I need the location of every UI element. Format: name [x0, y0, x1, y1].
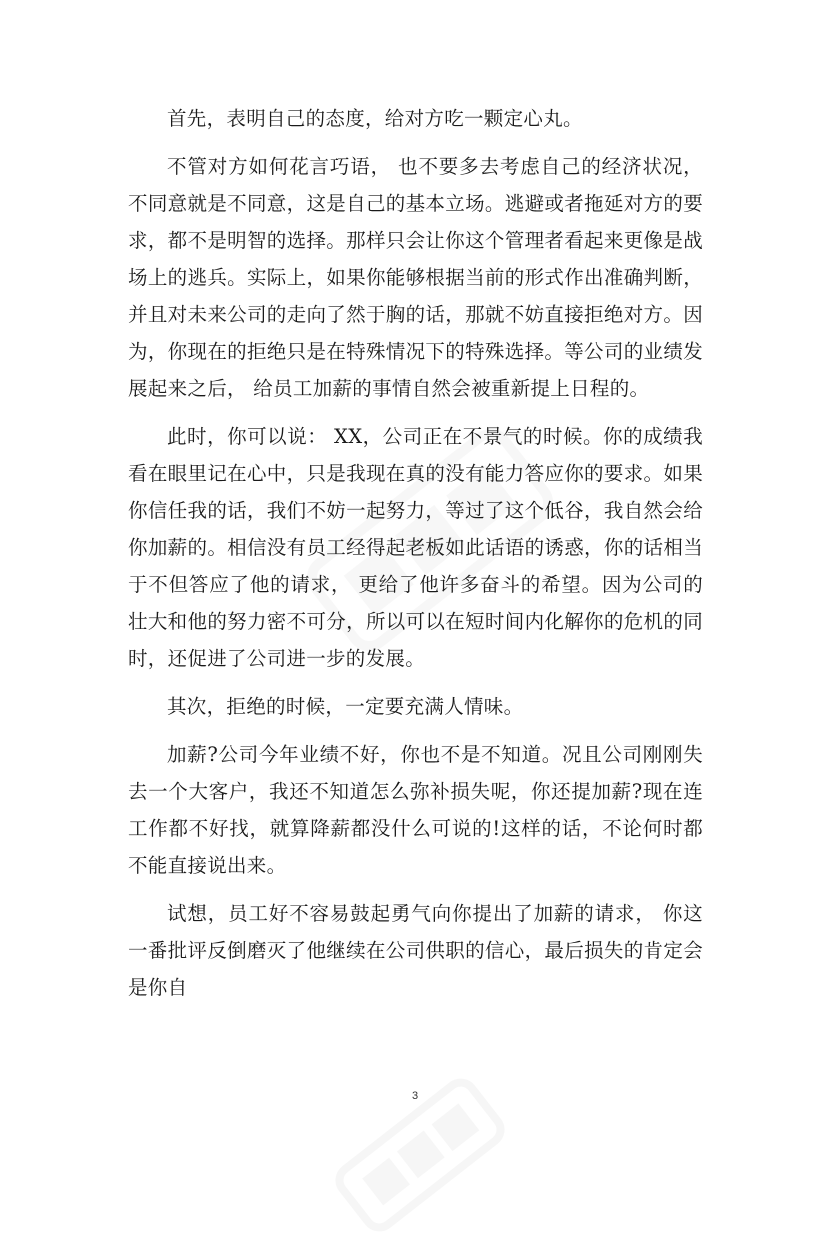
- document-body: [128, 100, 703, 1017]
- paragraph-3: 此时，你可以说： XX，公司正在不景气的时候。你的成绩我看在眼里记在心中，只是我现在真的没有能力答应你的要求。如果你信任我的话，我们不妨一起努力，等过了这个低谷，我自然会给你加薪的。相信没有员工经得起老板如此话语的诱惑，你的话相当于不但答应了他的请求， 更给了他许多奋斗的希望。因为公司的壮大和他的努力密不可分，所以可以在短时间内化解你的危机的同时，还促进了公司进一步的发展。: [128, 425, 703, 670]
- paragraph-5: 加薪?公司今年业绩不好，你也不是不知道。况且公司刚刚失去一个大客户，我还不知道怎么弥补损失呢，你还提加薪?现在连工作都不好找，就算降薪都没什么可说的!这样的话，不论何时都不能直接说出来。: [128, 743, 703, 877]
- paragraph-2: 不管对方如何花言巧语， 也不要多去考虑自己的经济状况， 不同意就是不同意，这是自己的基本立场。逃避或者拖延对方的要求，都不是明智的选择。那样只会让你这个管理者看起来更像是战场上的逃兵。实际上，如果你能够根据当前的形式作出准确判断，并且对未来公司的走向了然于胸的话，那就不妨直接拒绝对方。因为，你现在的拒绝只是在特殊情况下的特殊选择。等公司的业绩发展起来之后， 给员工加薪的事情自然会被重新提上日程的。: [128, 155, 703, 400]
- paragraph-4: 其次，拒绝的时候，一定要充满人情味。: [167, 695, 524, 718]
- page-number: 3: [411, 1090, 419, 1102]
- paragraph-1: 首先，表明自己的态度，给对方吃一颗定心丸。: [167, 107, 583, 130]
- paragraph-6: 试想，员工好不容易鼓起勇气向你提出了加薪的请求， 你这一番批评反倒磨灭了他继续在公司供职的信心，最后损失的肯定会是你自: [128, 902, 703, 999]
